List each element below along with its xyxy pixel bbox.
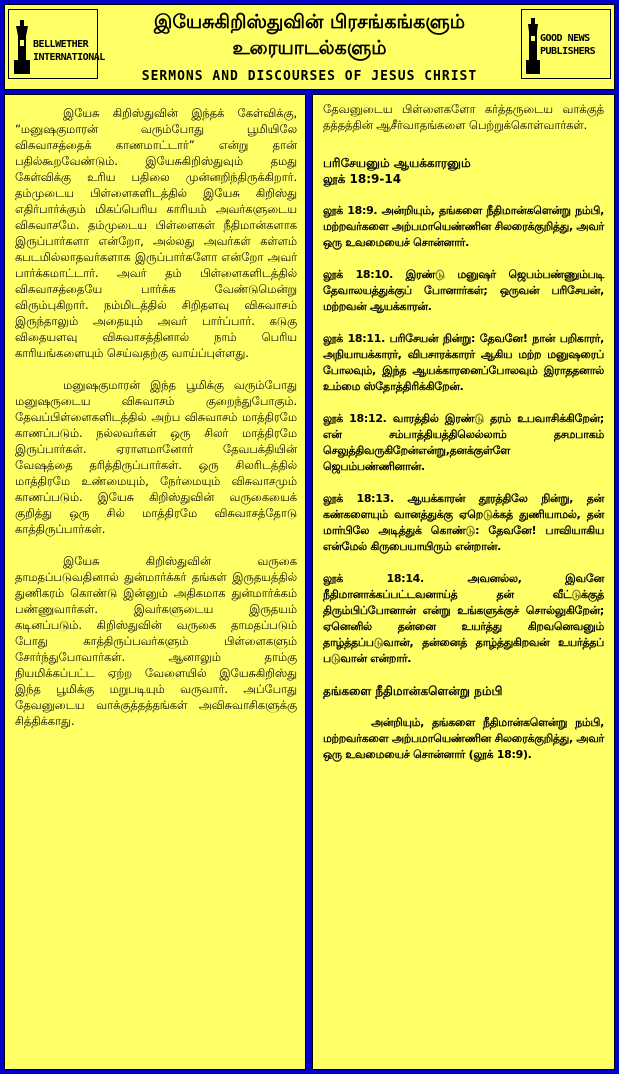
bellwether-logo	[8, 9, 105, 79]
logo-right-line2: PUBLISHERS	[540, 46, 596, 57]
verse-18-10: லூக் 18:10. இரண்டு மனுஷர் ஜெபம்பண்ணும்படி தேவாலயத்துக்குப் போனார்கள்; ஒருவன் பரிசேயன், மற்றவன் ஆயக்காரன்.	[323, 268, 604, 313]
right-column	[312, 94, 615, 1070]
left-column	[4, 94, 306, 1070]
verse-18-11: லூக் 18:11. பரிசேயன் நின்று: தேவனே! நான் பறிகாரர், அநியாயக்காரர், விபசாரக்காரர் ஆகிய மற்ற மனுஷரைப் போலவும், இந்த ஆயக்காரனைப்போலவும் இராததனால் உம்மை ஸ்தோத்திரிக்கிறேன்.	[323, 332, 604, 393]
bell-tower-icon	[13, 20, 31, 74]
logo-left-line1: BELLWETHER	[33, 39, 89, 50]
logo-right-line1: GOOD NEWS	[540, 33, 590, 44]
verse-18-9: லூக் 18:9. அன்றியும், தங்களை நீதிமான்களென்று நம்பி, மற்றவர்களை அற்பமாயெண்ணின சிலரைக்குறித்து, அவர் ஒரு உவமையைச் சொன்னார்.	[323, 204, 604, 249]
left-paragraph-1: இயேசு கிறிஸ்துவின் இந்தக் கேள்விக்கு, “மனுஷகுமாரன் வரும்போது பூமியிலே விசுவாசத்தைக் காணமாட்டார்” என்று தான் பதில்கூறவேண்டும். இயேசுகிறிஸ்துவும் தமது கேள்விக்கு உரிய பதிலை முன்னறிந்திருக்கிறார். தம்முடைய பிள்ளைகளிடத்தில் இயேசு கிறிஸ்து எதிர்பார்க்கும் மிகப்பெரிய காரியம் அவர்களுடைய விசுவாசமே. தம்முடைய பிள்ளைகள் நீதிமான்களாக இருப்பார்களா என்றோ, அல்லது அவர்கள் கள்ளம் கபடமில்லாதவர்களாக இருப்பார்களோ என்றோ அவர் பார்க்கமாட்டார். அவர் தம் பிள்ளைகளிடத்தில் விசுவாசத்தையே பார்க்க வேண்டுமென்று விரும்புகிறார். நம்மிடத்தில் சிறிதளவு விசுவாசம் இருந்தாலும் அதையும் அவர் பார்ப்பார். கடுகு விதையளவு விசுவாசத்தினால் நாம் பெரிய காரியங்களையும் செய்வதற்கு வாய்ப்புள்ளது.	[15, 106, 297, 360]
title-tamil-line2: உரையாடல்களும்	[232, 37, 387, 59]
section-heading	[323, 155, 604, 187]
section-heading-title: பரிசேயனும் ஆயக்காரனும்	[323, 156, 471, 170]
left-paragraph-3: இயேசு கிறிஸ்துவின் வருகை தாமதப்படுவதினால் துன்மார்க்கர் தங்கள் இருதயத்தில் துணிகரம் கொண்டு இன்னும் அதிகமாக துன்மார்க்கம் பண்ணுவார்கள். இவர்களுடைய இருதயம் கடினப்படும். கிறிஸ்துவின் வருகை தாமதப்படும் போது காத்திருப்பவர்களும் பிள்ளைகளும் சோர்ந்துபோவார்கள். ஆனாலும் தாம்கு நியமிக்கப்பட்ட ஏற்ற வேளையில் இயேசுகிறிஸ்து இந்த பூமிக்கு மறுபடியும் வருவார். அப்போது தேவனுடைய வாக்குத்தத்தங்கள் அவிசுவாசிகளுக்கு சித்திக்காது.	[15, 554, 297, 728]
tower-icon	[526, 18, 540, 74]
verse-18-12: லூக் 18:12. வாரத்தில் இரண்டு தரம் உபவாசிக்கிறேன்; என் சம்பாத்தியத்திலெல்லாம் தசமபாகம் செலுத்திவருகிறேன்என்று,தனக்குள்ளே ஜெபம்பண்ணினான்.	[323, 412, 604, 473]
subsection-heading: தங்களை நீதிமான்களென்று நம்பி	[323, 684, 503, 698]
good-news-logo	[521, 9, 611, 79]
closing-paragraph: அன்றியும், தங்களை நீதிமான்களென்று நம்பி, மற்றவர்களை அற்பமாயெண்ணின சிலரைக்குறித்து, அவர் ஒரு உவமையைச் சொன்னார் (லூக் 18:9).	[323, 716, 604, 761]
section-heading-reference: லூக் 18:9-14	[323, 172, 402, 186]
left-paragraph-2: மனுஷகுமாரன் இந்த பூமிக்கு வரும்போது மனுஷருடைய விசுவாசம் குறைந்துபோகும். தேவப்பிள்ளைகளிடத்தில் அற்ப விசுவாசம் மாத்திரமே காணப்படும். நல்லவர்கள் ஒரு சிலர் மாத்திரமே இருப்பார்கள். ஏராளமானோர் தேவபக்தியின் வேஷத்தை தரித்திருப்பார்கள். ஒரு சிலரிடத்தில் மாத்திரமே உண்மையும், நேர்மையும் விசுவாசமும் காணப்படும். இயேசு கிறிஸ்துவின் வருகையைக் குறித்து ஒரு சில் மாத்திரமே விசுவாசத்தோடு காத்திருப்பார்கள்.	[15, 378, 297, 536]
verse-18-13: லூக் 18:13. ஆயக்காரன் தூரத்திலே நின்று, தன் கண்களையும் வானத்துக்கு ஏறெடுக்கத் துணியாமல், தன் மார்பிலே அடித்துக் கொண்டு: தேவனே! பாவியாகிய என்மேல் கிருபையாயிரும் என்றான்.	[323, 492, 604, 553]
right-intro-paragraph: தேவனுடைய பிள்ளைகளோ கர்த்தருடைய வாக்குத் தத்தத்தின் ஆசீர்வாதங்களை பெற்றுக்கொள்வார்கள்.	[323, 102, 604, 132]
title-tamil-line1: இயேசுகிறிஸ்துவின் பிரசங்கங்களும்	[153, 11, 466, 33]
title-english: SERMONS AND DISCOURSES OF JESUS CHRIST	[141, 69, 478, 84]
logo-right-text	[540, 32, 595, 58]
verse-18-14: லூக் 18:14. அவனல்ல, இவனே நீதிமானாக்கப்பட்டவனாய்த் தன் வீட்டுக்குத் திரும்பிப்போனான் என்று உங்களுக்குச் சொல்லுகிறேன்; ஏனெனில் தன்னை உயர்த்து கிறவனெவனும் தாழ்த்தப்படுவான், தன்னைத் தாழ்த்துகிறவன் உயர்த்தப் படுவான் என்றார்.	[323, 572, 604, 665]
header-banner	[4, 4, 615, 90]
logo-left-line2: INTERNATIONAL	[33, 52, 105, 63]
logo-left-text	[33, 38, 105, 64]
